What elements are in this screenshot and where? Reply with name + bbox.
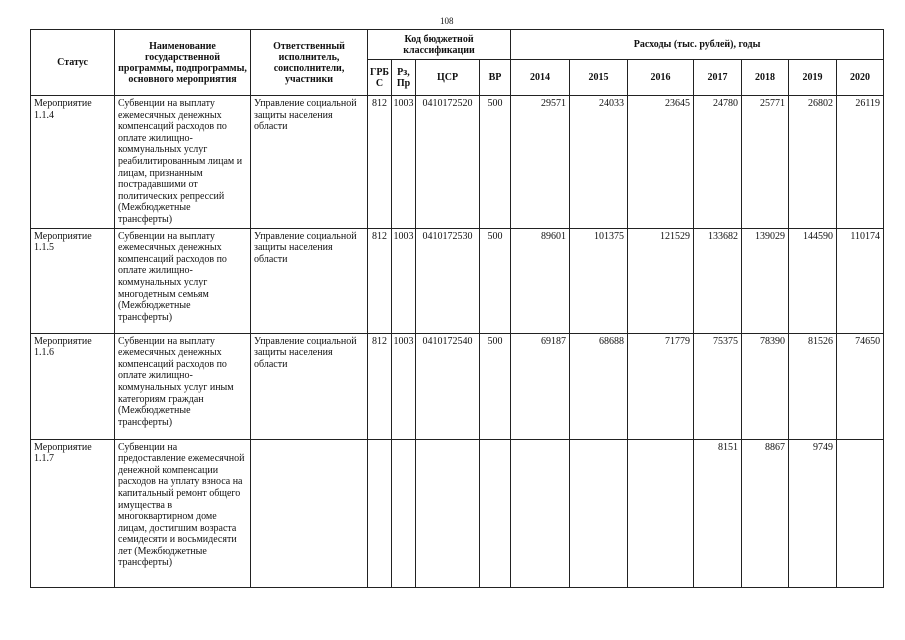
row-value-2015: 68688	[570, 333, 628, 439]
header-year-2015: 2015	[570, 60, 628, 96]
table-row	[31, 228, 884, 333]
row-value-2015	[570, 439, 628, 587]
table-row	[31, 96, 884, 229]
header-status: Статус	[31, 30, 115, 96]
row-rzpr	[392, 439, 416, 587]
row-value-2020: 74650	[837, 333, 884, 439]
header-year-2018: 2018	[742, 60, 789, 96]
row-csr	[416, 439, 480, 587]
row-executor: Управление социальной защиты населения области	[251, 228, 368, 333]
page-number: 108	[440, 16, 454, 26]
row-value-2014	[511, 439, 570, 587]
row-status: Мероприятие 1.1.7	[31, 439, 115, 587]
row-grbs	[368, 439, 392, 587]
row-value-2020: 26119	[837, 96, 884, 229]
row-value-2016: 121529	[628, 228, 694, 333]
row-value-2019: 26802	[789, 96, 837, 229]
header-year-2016: 2016	[628, 60, 694, 96]
row-executor: Управление социальной защиты населения области	[251, 96, 368, 229]
row-value-2018: 139029	[742, 228, 789, 333]
row-value-2020: 110174	[837, 228, 884, 333]
row-rzpr: 1003	[392, 96, 416, 229]
row-rzpr: 1003	[392, 333, 416, 439]
header-year-2020: 2020	[837, 60, 884, 96]
row-value-2016	[628, 439, 694, 587]
row-name: Субвенции на выплату ежемесячных денежных компенсаций расходов по оплате жилищно-коммунальных услуг реабилитированным лицам и лицам, признанным пострадавшими от политических репрессий (Межбюджетные трансферты)	[115, 96, 251, 229]
row-value-2018: 25771	[742, 96, 789, 229]
row-value-2017: 133682	[694, 228, 742, 333]
header-csr: ЦСР	[416, 60, 480, 96]
row-name: Субвенции на выплату ежемесячных денежных компенсаций расходов по оплате жилищно-коммунальных услуг многодетным семьям (Межбюджетные трансферты)	[115, 228, 251, 333]
header-year-2019: 2019	[789, 60, 837, 96]
row-csr: 0410172530	[416, 228, 480, 333]
row-grbs: 812	[368, 333, 392, 439]
row-status: Мероприятие 1.1.6	[31, 333, 115, 439]
row-value-2017: 75375	[694, 333, 742, 439]
header-year-2017: 2017	[694, 60, 742, 96]
row-value-2018: 78390	[742, 333, 789, 439]
row-vr: 500	[480, 333, 511, 439]
row-value-2018: 8867	[742, 439, 789, 587]
row-csr: 0410172540	[416, 333, 480, 439]
row-name: Субвенции на предоставление ежемесячной денежной компенсации расходов на уплату взноса на капитальный ремонт общего имущества в многоквартирном доме лицам, достигшим возраста семидесяти и восьмидесяти лет (Межбюджетные трансферты)	[115, 439, 251, 587]
row-value-2020	[837, 439, 884, 587]
budget-table	[30, 29, 884, 588]
row-value-2015: 101375	[570, 228, 628, 333]
row-csr: 0410172520	[416, 96, 480, 229]
row-rzpr: 1003	[392, 228, 416, 333]
row-value-2015: 24033	[570, 96, 628, 229]
row-value-2016: 71779	[628, 333, 694, 439]
table-row	[31, 333, 884, 439]
row-value-2016: 23645	[628, 96, 694, 229]
row-value-2019: 144590	[789, 228, 837, 333]
row-value-2017: 8151	[694, 439, 742, 587]
row-value-2019: 9749	[789, 439, 837, 587]
row-status: Мероприятие 1.1.5	[31, 228, 115, 333]
header-year-2014: 2014	[511, 60, 570, 96]
row-value-2014: 29571	[511, 96, 570, 229]
header-rzpr: Рз, Пр	[392, 60, 416, 96]
header-budget-code: Код бюджетной классификации	[368, 30, 511, 60]
row-value-2014: 89601	[511, 228, 570, 333]
row-vr	[480, 439, 511, 587]
row-value-2014: 69187	[511, 333, 570, 439]
row-vr: 500	[480, 96, 511, 229]
table-row	[31, 439, 884, 587]
header-executor: Ответственный исполнитель, соисполнители, участники	[251, 30, 368, 96]
row-vr: 500	[480, 228, 511, 333]
header-vr: ВР	[480, 60, 511, 96]
header-name: Наименование государственной программы, подпрограммы, основного мероприятия	[115, 30, 251, 96]
row-value-2019: 81526	[789, 333, 837, 439]
row-status: Мероприятие 1.1.4	[31, 96, 115, 229]
row-grbs: 812	[368, 96, 392, 229]
header-grbs: ГРБ С	[368, 60, 392, 96]
row-name: Субвенции на выплату ежемесячных денежных компенсаций расходов по оплате жилищно-коммунальных услуг иным категориям граждан (Межбюджетные трансферты)	[115, 333, 251, 439]
row-executor	[251, 439, 368, 587]
row-grbs: 812	[368, 228, 392, 333]
header-expenses: Расходы (тыс. рублей), годы	[511, 30, 884, 60]
row-executor: Управление социальной защиты населения области	[251, 333, 368, 439]
row-value-2017: 24780	[694, 96, 742, 229]
